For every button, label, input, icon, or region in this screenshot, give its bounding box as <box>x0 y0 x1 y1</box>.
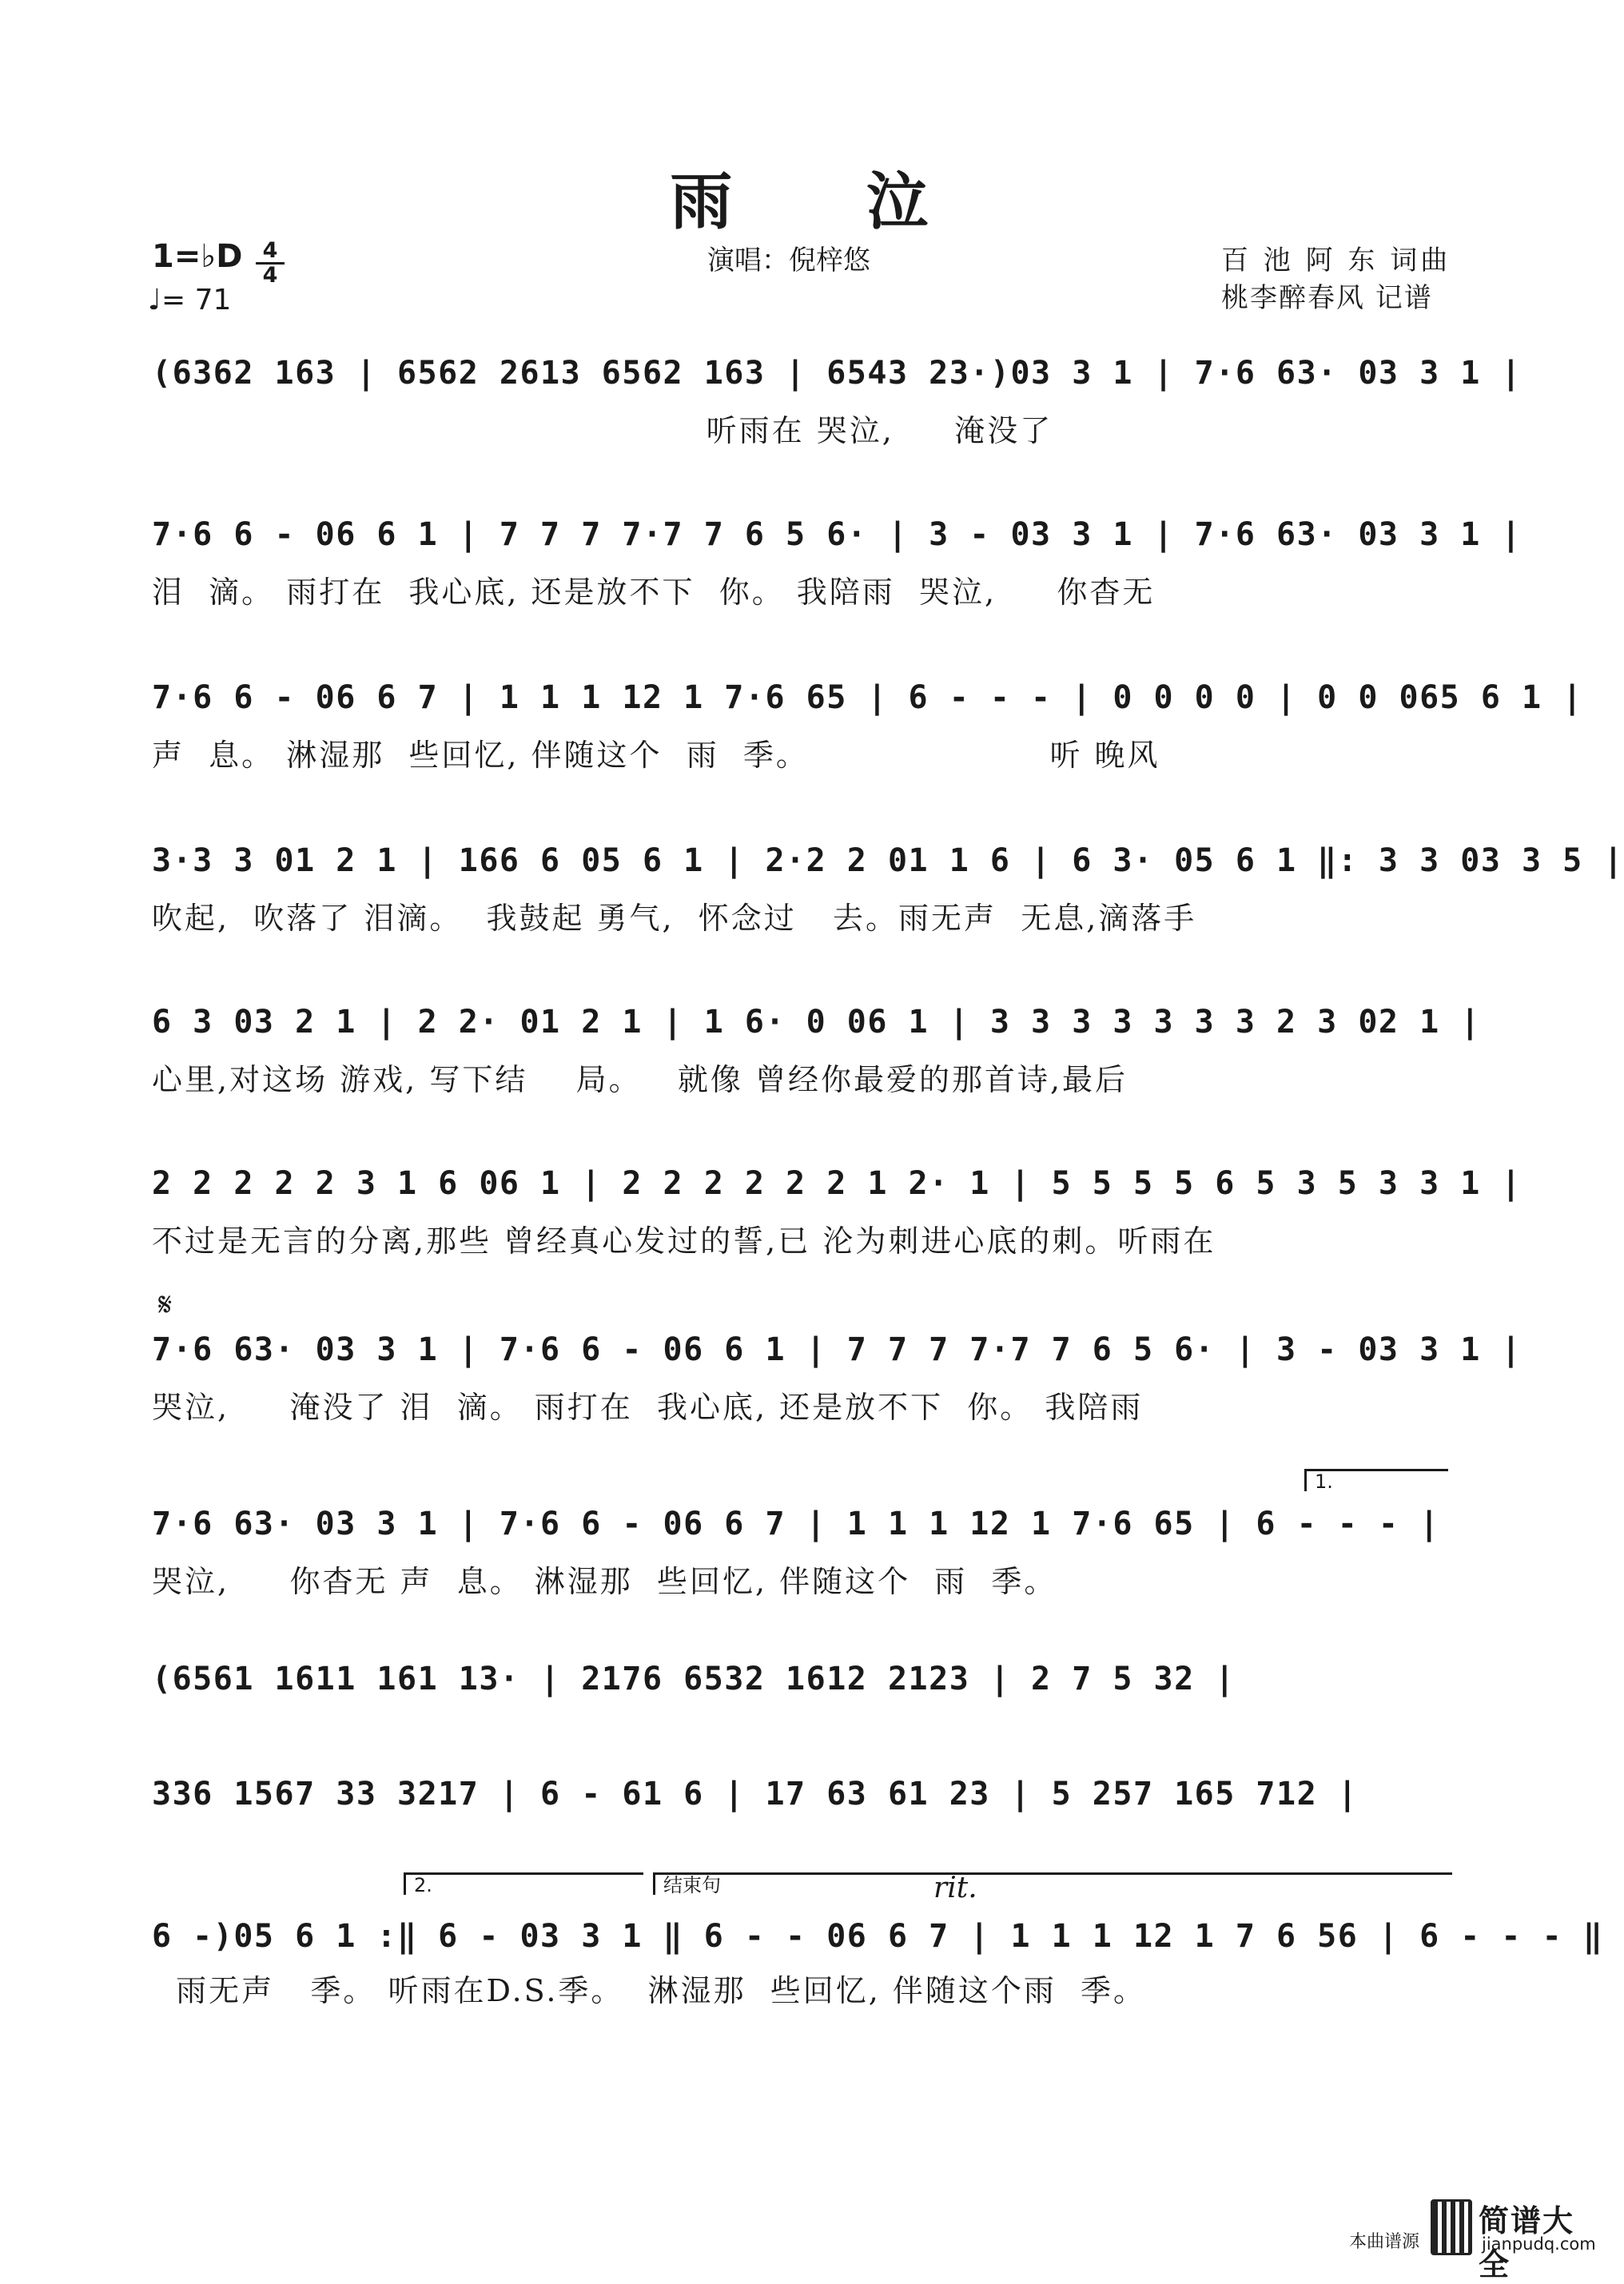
score-line-5-lyrics: 心里,对这场 游戏, 写下结 局。 就像 曾经你最爱的那首诗,最后 <box>152 1062 1128 1097</box>
source-note: 本曲谱源 <box>1349 2232 1420 2252</box>
volta-second-ending: 2. <box>404 1872 643 1895</box>
logo-name: 简谱大全 <box>1479 2203 1575 2282</box>
score-line-8-music: 7·6 63· 03 3 1 | 7·6 6 - 06 6 7 | 1 1 1 12 1 7·6 65 | 6 - - - | <box>152 1506 1440 1542</box>
logo-url: jianpudq.com <box>1482 2234 1596 2254</box>
score-line-2-music: 7·6 6 - 06 6 1 | 7 7 7 7·7 7 6 5 6· | 3 - 03 3 1 | 7·6 63· 03 3 1 | <box>152 516 1522 553</box>
site-logo[interactable] <box>1431 2196 1598 2282</box>
score-line-3-music: 7·6 6 - 06 6 7 | 1 1 1 12 1 7·6 65 | 6 - - - | 0 0 0 0 | 0 0 065 6 1 | <box>152 679 1583 716</box>
score-line-1-lyrics: 听雨在 哭泣, 淹没了 <box>152 413 1053 448</box>
score-line-10-music: 336 1567 33 3217 | 6 - 61 6 | 17 63 61 23 | 5 257 165 712 | <box>152 1776 1359 1812</box>
time-signature <box>256 240 285 287</box>
score-line-4-lyrics: 吹起, 吹落了 泪滴。 我鼓起 勇气, 怀念过 去。雨无声 无息,滴落手 <box>152 901 1197 936</box>
key-signature: 1=♭D <box>152 238 243 275</box>
ending-phrase-bracket: 结束句 <box>653 1872 1452 1895</box>
time-signature-denominator: 4 <box>262 263 278 288</box>
score-line-6-lyrics: 不过是无言的分离,那些 曾经真心发过的誓,已 沦为刺进心底的刺。听雨在 <box>152 1224 1216 1259</box>
volta-first-ending: 1. <box>1304 1469 1448 1491</box>
singer-credit: 演唱：倪梓悠 <box>707 245 870 277</box>
score-line-11-lyrics: 雨无声 季。 听雨在D.S.季。 淋湿那 些回忆, 伴随这个雨 季。 <box>152 1973 1147 2008</box>
score-line-7-music: 7·6 63· 03 3 1 | 7·6 6 - 06 6 1 | 7 7 7 7·7 7 6 5 6· | 3 - 03 3 1 | <box>152 1331 1522 1368</box>
composer-credit: 百 池 阿 东 词曲 <box>1221 245 1451 277</box>
piano-keys-icon <box>1431 2199 1472 2255</box>
segno-sign: 𝄋 <box>158 1287 173 1323</box>
transcriber-credit: 桃李醉春风 记谱 <box>1221 282 1433 314</box>
score-line-8-lyrics: 哭泣, 你杳无 声 息。 淋湿那 些回忆, 伴随这个 雨 季。 <box>152 1564 1057 1599</box>
score-line-11-music: 6 -)05 6 1 :‖ 6 - 03 3 1 ‖ 6 - - 06 6 7 | 1 1 1 12 1 7 6 56 | 6 - - - ‖ <box>152 1918 1604 1955</box>
tempo-marking: ♩= 71 <box>148 284 232 316</box>
score-line-3-lyrics: 声 息。 淋湿那 些回忆, 伴随这个 雨 季。 听 晚风 <box>152 738 1160 773</box>
score-line-9-music: (6561 1611 161 13· | 2176 6532 1612 2123 | 2 7 5 32 | <box>152 1661 1236 1697</box>
score-line-1-music: (6362 163 | 6562 2613 6562 163 | 6543 23·)03 3 1 | 7·6 63· 03 3 1 | <box>152 355 1522 392</box>
time-signature-numerator: 4 <box>256 240 285 265</box>
score-line-5-music: 6 3 03 2 1 | 2 2· 01 2 1 | 1 6· 0 06 1 | 3 3 3 3 3 3 3 2 3 02 1 | <box>152 1004 1481 1041</box>
ritardando-marking: rit. <box>933 1872 977 1904</box>
score-line-4-music: 3·3 3 01 2 1 | 166 6 05 6 1 | 2·2 2 01 1 6 | 6 3· 05 6 1 ‖: 3 3 03 3 5 | <box>152 842 1624 879</box>
score-line-6-music: 2 2 2 2 2 3 1 6 06 1 | 2 2 2 2 2 2 1 2· 1 | 5 5 5 5 6 5 3 5 3 3 1 | <box>152 1165 1522 1202</box>
page-title: 雨 泣 <box>670 165 985 238</box>
score-line-7-lyrics: 哭泣, 淹没了 泪 滴。 雨打在 我心底, 还是放不下 你。 我陪雨 <box>152 1390 1144 1425</box>
score-line-2-lyrics: 泪 滴。 雨打在 我心底, 还是放不下 你。 我陪雨 哭泣, 你杳无 <box>152 575 1156 610</box>
